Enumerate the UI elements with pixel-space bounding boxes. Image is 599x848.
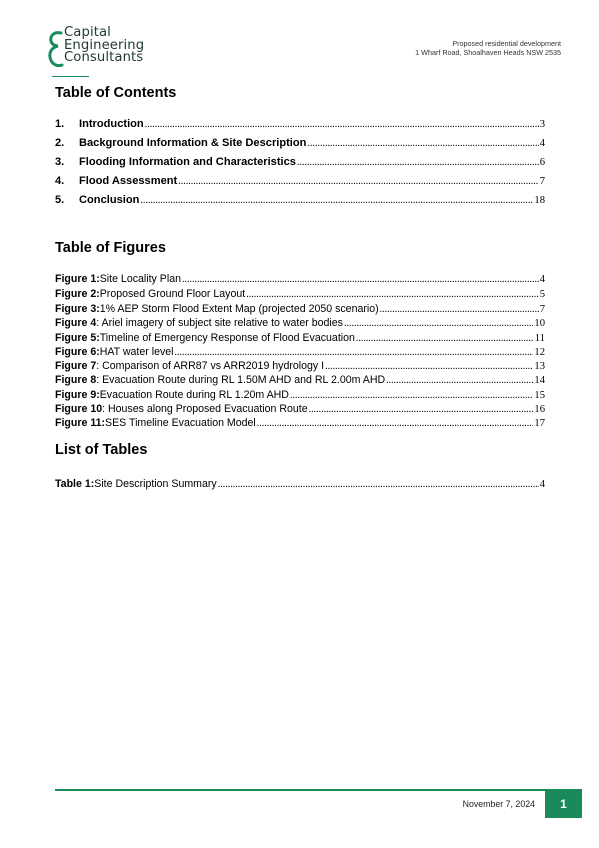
- figure-label: Figure 5:: [55, 332, 100, 344]
- toc-page: 18: [534, 195, 545, 206]
- toc-page: 4: [539, 138, 545, 149]
- toc-leader: [297, 157, 539, 168]
- figure-title: : Evacuation Route during RL 1.50M AHD and RL 2.00m AHD: [96, 374, 386, 386]
- figure-label: Figure 9:: [55, 389, 100, 401]
- toc-leader: [307, 138, 538, 149]
- table-title: Site Description Summary: [94, 478, 217, 490]
- figure-leader: [344, 318, 533, 329]
- figure-page: 16: [534, 404, 545, 415]
- figure-title: Evacuation Route during RL 1.20m AHD: [99, 389, 289, 401]
- toc-number: 5.: [55, 194, 65, 206]
- toc-entry-conclusion[interactable]: [55, 194, 545, 206]
- figure-title: HAT water level: [99, 346, 174, 358]
- toc-entry-flood-assessment[interactable]: [55, 175, 545, 187]
- figure-page: 7: [539, 304, 545, 315]
- logo-divider: [52, 76, 89, 77]
- figure-label: Figure 4: [55, 317, 97, 329]
- toc-number: 2.: [55, 137, 65, 149]
- project-name: Proposed residential development: [452, 39, 561, 48]
- figure-label: Figure 1:: [55, 273, 100, 285]
- figure-page: 5: [539, 289, 545, 300]
- logo-line-1: Capital: [64, 25, 111, 40]
- page-number: 1: [545, 790, 582, 818]
- table-entry[interactable]: [55, 478, 545, 490]
- figure-label: Figure 10: [55, 403, 103, 415]
- logo-text: [64, 27, 144, 65]
- figure-label: Figure 8: [55, 374, 97, 386]
- document-header: [415, 39, 561, 57]
- figure-title: : Houses along Proposed Evacuation Route: [102, 403, 308, 415]
- logo-mark-icon: [47, 29, 65, 69]
- figure-title: 1% AEP Storm Flood Extent Map (projected 2050 scenario): [99, 303, 379, 315]
- logo-line-2: Engineering: [64, 37, 145, 53]
- toc-label: Background Information & Site Description: [79, 137, 307, 149]
- figure-page: 4: [539, 274, 545, 285]
- contents-heading: Table of Contents: [55, 85, 177, 101]
- figure-leader: [246, 289, 539, 300]
- figure-leader: [386, 375, 533, 386]
- footer-divider: [55, 789, 582, 791]
- toc-label: Flood Assessment: [79, 175, 178, 187]
- figure-entry[interactable]: [55, 417, 545, 429]
- figure-leader: [182, 274, 539, 285]
- figure-entry[interactable]: [55, 346, 545, 358]
- figure-title: Proposed Ground Floor Layout: [99, 288, 246, 300]
- figure-label: Figure 3:: [55, 303, 100, 315]
- figure-entry[interactable]: [55, 403, 545, 415]
- toc-entry-flooding-information[interactable]: [55, 156, 545, 168]
- figure-leader: [257, 418, 534, 429]
- figure-leader: [325, 361, 533, 372]
- toc-leader: [178, 176, 538, 187]
- figure-page: 15: [534, 390, 545, 401]
- figure-page: 11: [534, 333, 545, 344]
- tables-heading: List of Tables: [55, 442, 148, 458]
- toc-page: 7: [539, 176, 545, 187]
- footer-date: November 7, 2024: [462, 799, 535, 809]
- figure-title: Site Locality Plan: [99, 273, 181, 285]
- figure-label: Figure 11:: [55, 417, 106, 429]
- table-leader: [218, 479, 539, 490]
- toc-page: 6: [539, 157, 545, 168]
- figure-entry[interactable]: [55, 273, 545, 285]
- company-logo: [47, 27, 157, 79]
- figure-page: 13: [534, 361, 545, 372]
- figure-entry[interactable]: [55, 288, 545, 300]
- figure-leader: [290, 390, 533, 401]
- toc-label: Flooding Information and Characteristics: [79, 156, 296, 168]
- figure-entry[interactable]: [55, 374, 545, 386]
- toc-entry-background[interactable]: [55, 137, 545, 149]
- toc-page: 3: [539, 119, 545, 130]
- figure-page: 17: [534, 418, 545, 429]
- figure-title: Timeline of Emergency Response of Flood Evacuation: [99, 332, 355, 344]
- toc-leader: [145, 119, 539, 130]
- figure-page: 14: [534, 375, 545, 386]
- toc-label: Conclusion: [79, 194, 140, 206]
- figure-title: : Comparison of ARR87 vs ARR2019 hydrology I: [96, 360, 325, 372]
- table-label: Table 1:: [55, 478, 95, 490]
- figure-title: : Ariel imagery of subject site relative to water bodies: [96, 317, 343, 329]
- toc-number: 3.: [55, 156, 65, 168]
- figure-entry[interactable]: [55, 317, 545, 329]
- figure-label: Figure 7: [55, 360, 97, 372]
- figures-heading: Table of Figures: [55, 240, 166, 256]
- figure-label: Figure 6:: [55, 346, 100, 358]
- figure-entry[interactable]: [55, 389, 545, 401]
- toc-number: 1.: [55, 118, 65, 130]
- project-address: 1 Wharf Road, Shoalhaven Heads NSW 2535: [415, 48, 561, 58]
- figure-leader: [309, 404, 534, 415]
- figure-label: Figure 2:: [55, 288, 100, 300]
- figure-leader: [175, 347, 534, 358]
- logo-line-3: Consultants: [64, 50, 144, 66]
- toc-entry-introduction[interactable]: [55, 118, 545, 130]
- figure-title: SES Timeline Evacuation Model: [105, 417, 256, 429]
- toc-label: Introduction: [79, 118, 144, 130]
- figure-leader: [356, 333, 534, 344]
- figure-page: 12: [534, 347, 545, 358]
- figure-entry[interactable]: [55, 303, 545, 315]
- toc-leader: [140, 195, 533, 206]
- table-page: 4: [539, 479, 545, 490]
- toc-number: 4.: [55, 175, 65, 187]
- figure-page: 10: [534, 318, 545, 329]
- figure-leader: [380, 304, 539, 315]
- figure-entry[interactable]: [55, 360, 545, 372]
- figure-entry[interactable]: [55, 332, 545, 344]
